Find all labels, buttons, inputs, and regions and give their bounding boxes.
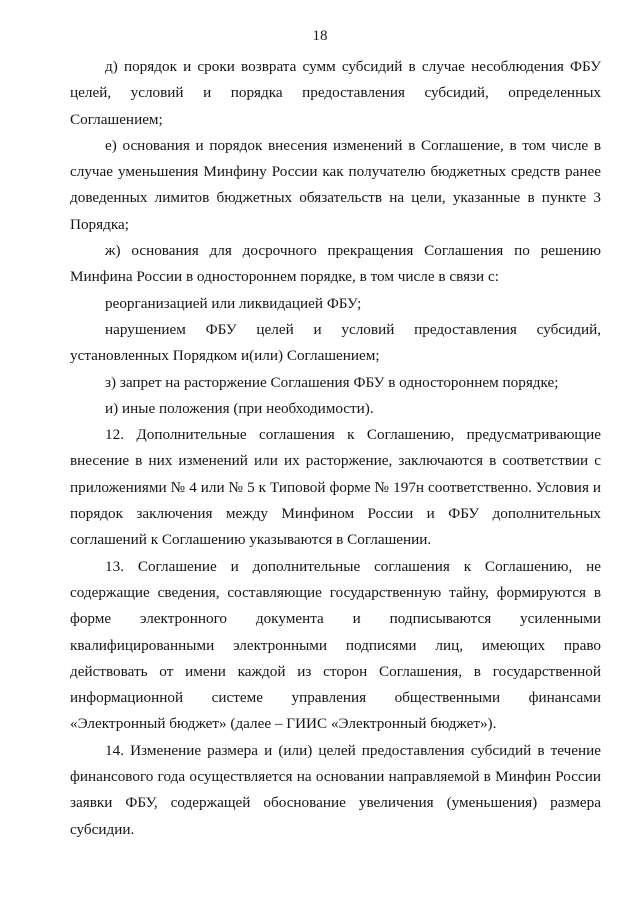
paragraph-item-zh: ж) основания для досрочного прекращения Соглашения по решению Минфина России в одностороннем порядке, в том числе в связи с: [70, 242, 601, 286]
paragraph-clause-13: 13. Соглашение и дополнительные соглашения к Соглашению, не содержащие сведения, составляющие государственную тайну, формируются в форме электронного документа и подписываются усиленными квалифицированными электронными подписями лиц, имеющих право действовать от имени каждой из сторон Соглашения, в государственной информационной системе управления общественными финансами «Электронный бюджет» (далее – ГИИС «Электронный бюджет»). [70, 557, 601, 733]
paragraph-clause-14: 14. Изменение размера и (или) целей предоставления субсидий в течение финансового года осуществляется на основании направляемой в Минфин России заявки ФБУ, содержащей обоснование увеличения (уменьшения) размера субсидии. [70, 741, 601, 838]
paragraph-item-d: д) порядок и сроки возврата сумм субсидий в случае несоблюдения ФБУ целей, условий и порядка предоставления субсидий, определенных Соглашением; [70, 58, 601, 128]
page-number: 18 [312, 28, 328, 44]
paragraph-item-i: и) иные положения (при необходимости). [105, 399, 374, 417]
paragraph-item-z: з) запрет на расторжение Соглашения ФБУ в одностороннем порядке; [105, 373, 559, 391]
paragraph-clause-12: 12. Дополнительные соглашения к Соглашению, предусматривающие внесение в них изменений или их расторжение, заключаются в соответствии с приложениями № 4 или № 5 к Типовой форме № 197н соответственно. Условия и порядок заключения между Минфином России и ФБУ дополнительных соглашений к Соглашению указываются в Соглашении. [70, 426, 601, 549]
paragraph-reorganization: реорганизацией или ликвидацией ФБУ; [105, 294, 362, 312]
paragraph-item-e: е) основания и порядок внесения изменений в Соглашение, в том числе в случае уменьшения Минфину России как получателю бюджетных средств ранее доведенных лимитов бюджетных обязательств на цели, указанные в пункте 3 Порядка; [70, 136, 601, 233]
paragraph-violation: нарушением ФБУ целей и условий предоставления субсидий, установленных Порядком и(или) Соглашением; [70, 320, 601, 365]
document-body [70, 54, 601, 843]
